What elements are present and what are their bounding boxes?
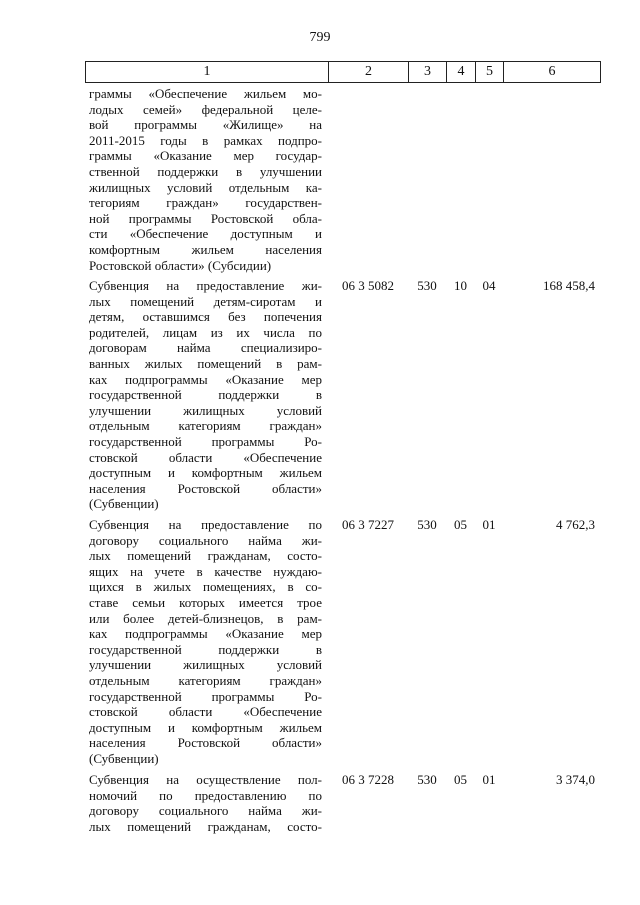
row-description — [85, 86, 328, 273]
row-pr: 01 — [482, 517, 496, 532]
text-line: государственной программы Ро- — [89, 688, 322, 704]
text-line: тегориям граждан» государствен- — [89, 195, 322, 211]
column-header-6: 6 — [548, 64, 556, 79]
text-line: (Субвенции) — [89, 496, 159, 512]
row-rz: 05 — [454, 517, 467, 532]
text-line: населения Ростовской области» — [89, 735, 322, 751]
text-line: стовской области «Обеспечение — [89, 449, 322, 465]
text-line: государственной программы Ро- — [89, 433, 322, 449]
row-sum — [503, 86, 599, 273]
text-line: лодых семей» федеральной целе- — [89, 101, 322, 117]
column-header-3: 3 — [409, 62, 447, 82]
column-header-2: 2 — [329, 62, 409, 82]
row-description — [85, 517, 328, 767]
text-line: вой программы «Жилище» на — [89, 117, 322, 133]
table-row — [85, 278, 601, 512]
row-code: 06 3 7228 — [342, 772, 394, 787]
text-line: щихся в жилых помещениях, в со- — [89, 579, 322, 595]
text-line: доступным и комфортным жильем — [89, 465, 322, 481]
table-row — [85, 517, 601, 767]
text-line: родителей, лицам из их числа по — [89, 324, 322, 340]
row-code: 06 3 7227 — [342, 517, 394, 532]
text-line: государственной поддержки в — [89, 387, 322, 403]
row-rz — [446, 86, 475, 273]
row-rz: 10 — [454, 278, 467, 293]
text-line: населения Ростовской области» — [89, 480, 322, 496]
table-row — [85, 86, 601, 273]
row-sum: 168 458,4 — [543, 278, 595, 293]
text-line: лых помещений гражданам, состо- — [89, 548, 322, 564]
text-line: договору социального найма жи- — [89, 803, 322, 819]
text-line: ящих на учете в качестве нуждаю- — [89, 563, 322, 579]
text-line: ственной поддержки в улучшении — [89, 163, 322, 179]
table-header — [85, 61, 601, 83]
text-line: ках подпрограммы «Оказание мер — [89, 626, 322, 642]
row-description — [85, 772, 328, 834]
text-line: доступным и комфортным жильем — [89, 719, 322, 735]
row-code — [328, 86, 408, 273]
column-header-5: 5 — [476, 62, 504, 82]
text-line: номочий по предоставлению по — [89, 787, 322, 803]
row-vr: 530 — [417, 517, 437, 532]
row-vr: 530 — [417, 278, 437, 293]
text-line: лых помещений детям-сиротам и — [89, 293, 322, 309]
text-line: граммы «Обеспечение жильем мо- — [89, 86, 322, 101]
column-header-1: 1 — [86, 62, 329, 82]
row-pr: 01 — [482, 772, 496, 787]
text-line: детям, оставшимся без попечения — [89, 309, 322, 325]
text-line: отдельным категориям граждан» — [89, 672, 322, 688]
text-line: (Субвенции) — [89, 750, 159, 766]
text-line: улучшении жилищных условий — [89, 402, 322, 418]
text-line: 2011-2015 годы в рамках подпро- — [89, 132, 322, 148]
text-line: государственной поддержки в — [89, 641, 322, 657]
table-row — [85, 772, 601, 834]
text-line: Субвенция на предоставление по — [89, 517, 322, 532]
row-pr: 04 — [482, 278, 496, 293]
text-line: лых помещений гражданам, состо- — [89, 818, 322, 834]
text-line: Субвенция на предоставление жи- — [89, 278, 322, 293]
text-line: комфортным жильем населения — [89, 241, 322, 257]
text-line: улучшении жилищных условий — [89, 657, 322, 673]
text-line: Субвенция на осуществление пол- — [89, 772, 322, 787]
text-line: Ростовской области» (Субсидии) — [89, 257, 272, 273]
row-sum: 3 374,0 — [556, 772, 595, 787]
page-number: 799 — [309, 30, 331, 45]
row-pr — [475, 86, 503, 273]
row-sum: 4 762,3 — [556, 517, 595, 532]
column-header-4: 4 — [447, 62, 476, 82]
text-line: жилищных условий отдельным ка- — [89, 179, 322, 195]
row-code: 06 3 5082 — [342, 278, 394, 293]
text-line: ках подпрограммы «Оказание мер — [89, 371, 322, 387]
text-line: или более детей-близнецов, в рам- — [89, 610, 322, 626]
text-line: отдельным категориям граждан» — [89, 418, 322, 434]
text-line: договору социального найма жи- — [89, 532, 322, 548]
row-vr — [408, 86, 446, 273]
text-line: ставе семьи которых имеется трое — [89, 594, 322, 610]
text-line: сти «Обеспечение доступным и — [89, 226, 322, 242]
text-line: стовской области «Обеспечение — [89, 704, 322, 720]
text-line: граммы «Оказание мер государ- — [89, 148, 322, 164]
row-vr: 530 — [417, 772, 437, 787]
text-line: ной программы Ростовской обла- — [89, 210, 322, 226]
text-line: договорам найма специализиро- — [89, 340, 322, 356]
row-rz: 05 — [454, 772, 467, 787]
text-line: ванных жилых помещений в рам- — [89, 355, 322, 371]
row-description — [85, 278, 328, 512]
